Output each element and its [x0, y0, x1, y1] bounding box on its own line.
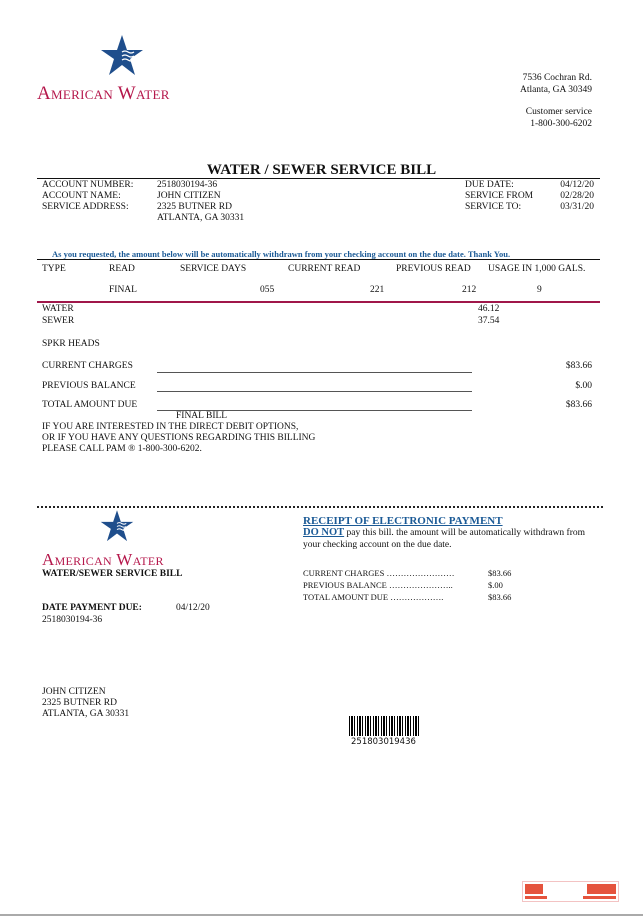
barcode: [349, 716, 420, 736]
watermark-logo: [522, 881, 619, 902]
receipt-text: [303, 527, 585, 551]
star-logo-icon: [100, 35, 144, 77]
service-address: ATLANTA, GA 30331: [157, 213, 245, 223]
column-header: TYPE: [42, 264, 66, 274]
read-cell: FINAL: [109, 285, 137, 295]
date-due-label: DATE PAYMENT DUE:: [42, 603, 142, 613]
label: SERVICE TO:: [465, 202, 522, 212]
stub-account-number: 2518030194-36: [42, 615, 103, 625]
customer-street: 2325 BUTNER RD: [42, 698, 117, 708]
receipt-line: your checking account on the due date.: [303, 540, 452, 550]
service-from: 02/28/20: [560, 191, 594, 201]
info-line: PLEASE CALL PAM ® 1-800-300-6202.: [42, 444, 202, 454]
column-header: CURRENT READ: [288, 264, 361, 274]
barcode-number: 251803019436: [351, 737, 416, 747]
previous-balance-amount: $.00: [575, 381, 592, 391]
current-read-cell: 221: [370, 285, 385, 295]
auto-withdraw-notice: As you requested, the amount below will be automatically withdrawn from your checking account on the due date. Thank You.: [52, 249, 511, 259]
customer-service-label: Customer service: [525, 107, 592, 117]
service-address: 2325 BUTNER RD: [157, 202, 232, 212]
date-labels: [465, 180, 533, 213]
label: DUE DATE:: [465, 180, 514, 190]
label: ACCOUNT NAME:: [42, 191, 121, 201]
summary-value: $83.66: [488, 592, 512, 602]
sewer-label: SEWER: [42, 316, 75, 326]
summary-label: CURRENT CHARGES ……………………: [303, 568, 455, 578]
summary-value: $.00: [488, 580, 503, 590]
star-logo-icon: [100, 510, 134, 543]
company-address: [520, 72, 592, 130]
label: SERVICE FROM: [465, 191, 534, 201]
account-number: 2518030194-36: [157, 180, 218, 190]
spkr-heads-label: SPKR HEADS: [42, 339, 100, 349]
stub-subtitle: WATER/SEWER SERVICE BILL: [42, 569, 183, 579]
receipt-values: [488, 567, 511, 603]
page-title: WATER / SEWER SERVICE BILL: [206, 162, 437, 178]
receipt-title: RECEIPT OF ELECTRONIC PAYMENT: [303, 515, 503, 527]
service-days-cell: 055: [260, 285, 275, 295]
info-text: [42, 422, 315, 455]
label: SERVICE ADDRESS:: [42, 202, 129, 212]
previous-balance-label: PREVIOUS BALANCE: [42, 381, 136, 391]
due-date: 04/12/20: [560, 180, 594, 190]
receipt-line: pay this bill. the amount will be automatically withdrawn from: [344, 528, 586, 538]
sewer-amount: 37.54: [478, 316, 500, 326]
column-header: USAGE IN 1,000 GALS.: [488, 264, 586, 274]
usage-cell: 9: [537, 285, 542, 295]
logo-text: American Water: [42, 550, 164, 569]
info-line: IF YOU ARE INTERESTED IN THE DIRECT DEBIT OPTIONS,: [42, 422, 299, 432]
summary-label: TOTAL AMOUNT DUE ……………….: [303, 592, 444, 602]
total-due-amount: $83.66: [565, 400, 592, 410]
summary-label: PREVIOUS BALANCE …………………..: [303, 580, 453, 590]
info-line: OR IF YOU HAVE ANY QUESTIONS REGARDING THIS BILLING: [42, 433, 316, 443]
current-charges-amount: $83.66: [565, 361, 592, 371]
water-label: WATER: [42, 304, 74, 314]
date-due: 04/12/20: [176, 603, 210, 613]
account-name: JOHN CITIZEN: [157, 191, 221, 201]
customer-city: ATLANTA, GA 30331: [42, 709, 130, 719]
current-charges-label: CURRENT CHARGES: [42, 361, 133, 371]
column-header: PREVIOUS READ: [396, 264, 471, 274]
water-amount: 46.12: [478, 304, 500, 314]
column-header: SERVICE DAYS: [180, 264, 247, 274]
account-labels: [42, 180, 133, 213]
label: ACCOUNT NUMBER:: [42, 180, 134, 190]
previous-read-cell: 212: [462, 285, 477, 295]
receipt-summary: [303, 567, 454, 603]
tear-line: [37, 506, 603, 508]
customer-address: [42, 687, 129, 720]
summary-value: $83.66: [488, 568, 512, 578]
total-due-label: TOTAL AMOUNT DUE: [42, 400, 138, 410]
do-not-text: DO NOT: [303, 527, 345, 538]
service-to: 03/31/20: [560, 202, 594, 212]
column-header: READ: [109, 264, 135, 274]
account-values: [157, 180, 244, 224]
date-values: [560, 180, 594, 213]
address-line: 7536 Cochran Rd.: [522, 73, 592, 83]
customer-name: JOHN CITIZEN: [42, 687, 106, 697]
address-line: Atlanta, GA 30349: [519, 85, 592, 95]
logo-text: American Water: [37, 83, 170, 104]
customer-service-phone: 1-800-300-6202: [530, 119, 592, 129]
final-bill-label: FINAL BILL: [176, 411, 228, 421]
